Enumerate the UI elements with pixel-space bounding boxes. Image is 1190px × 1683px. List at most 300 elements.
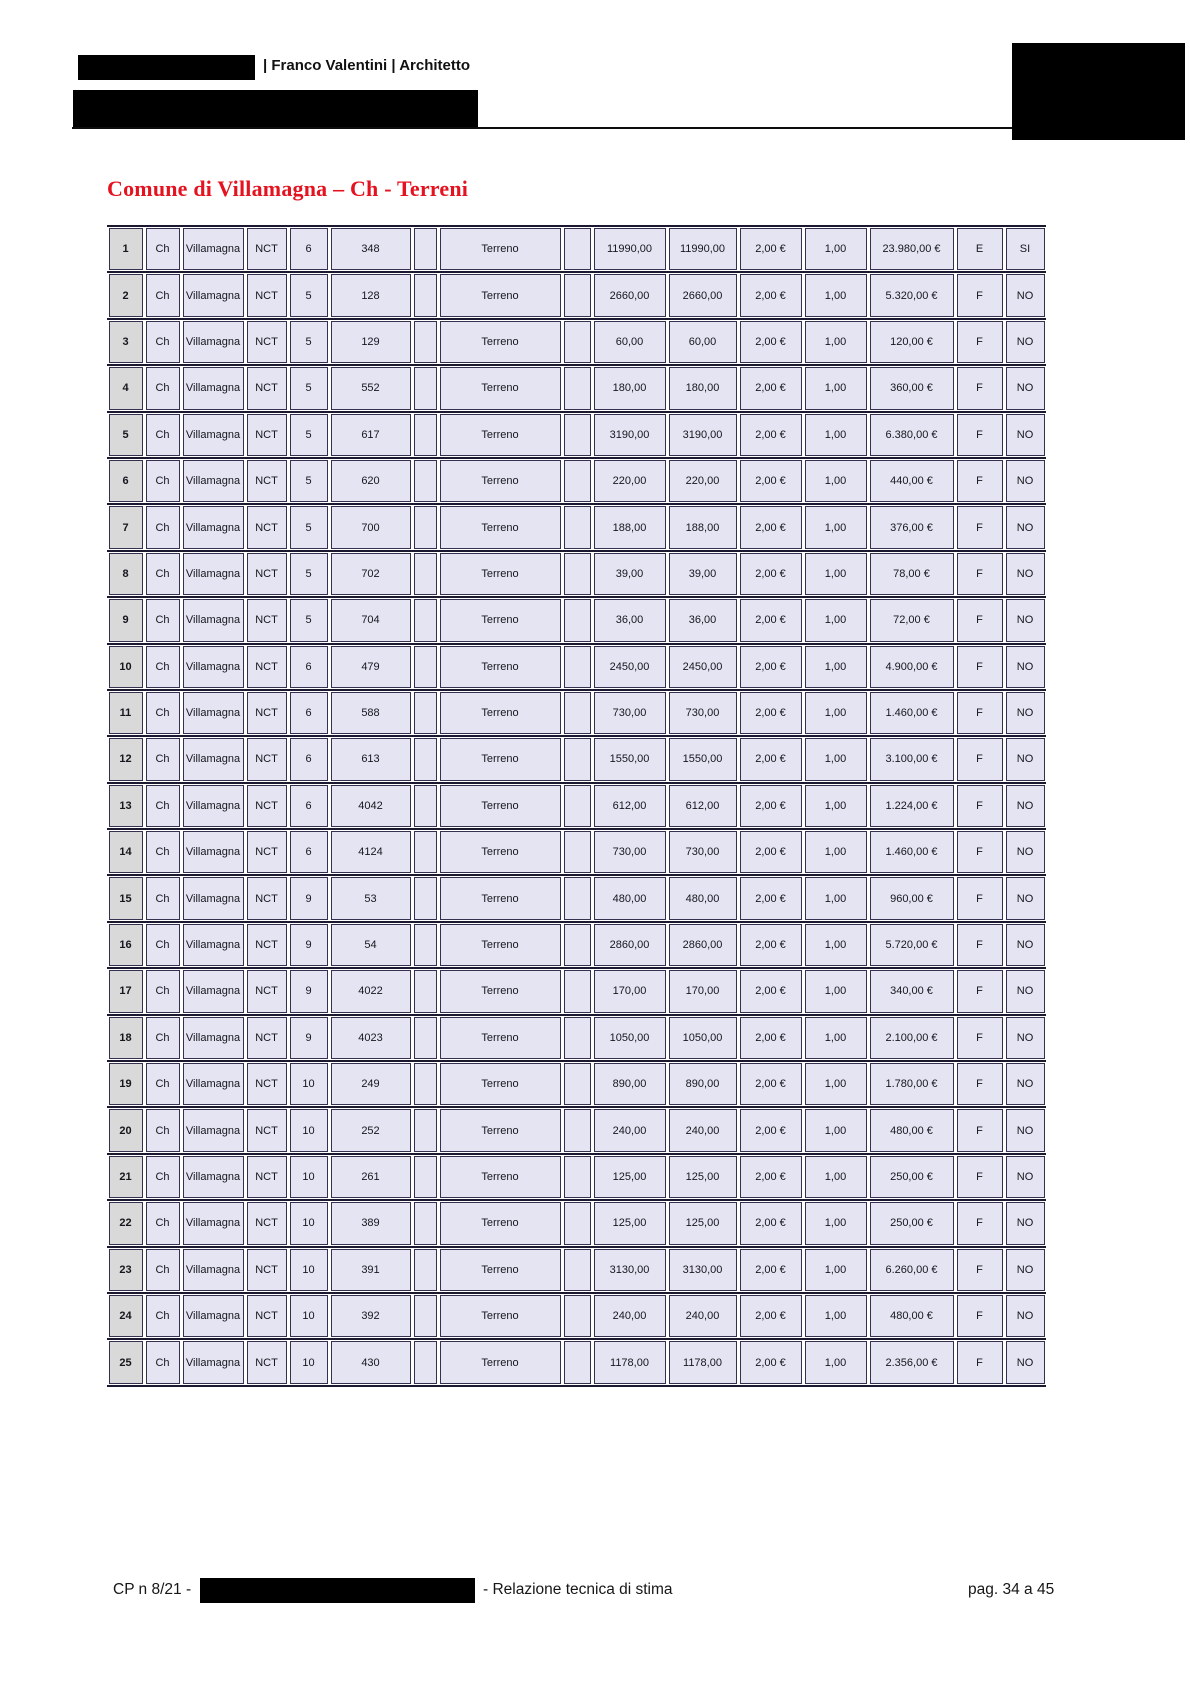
cell-particella: 261 <box>331 1156 411 1198</box>
cell-sezione: Ch <box>146 1341 180 1383</box>
table-row <box>107 1294 1046 1340</box>
cell-foglio: 5 <box>290 274 328 316</box>
cell-particella: 552 <box>331 367 411 409</box>
cell-catasto: NCT <box>247 553 287 595</box>
architect-name: | Franco Valentini | Architetto <box>263 57 471 74</box>
cell-spacer1 <box>414 460 437 502</box>
cell-superficie_2: 240,00 <box>669 1109 737 1151</box>
cell-qualita: Terreno <box>440 924 561 966</box>
cell-prezzo_unitario: 2,00 € <box>740 692 802 734</box>
cell-grado: F <box>957 970 1003 1012</box>
cell-spacer2 <box>564 1109 591 1151</box>
cell-catasto: NCT <box>247 274 287 316</box>
cell-comune: Villamagna <box>183 1249 244 1291</box>
cell-spacer1 <box>414 1156 437 1198</box>
cell-row_num: 10 <box>109 646 143 688</box>
cell-spacer1 <box>414 414 437 456</box>
cell-coefficiente: 1,00 <box>805 970 867 1012</box>
cell-occupato: NO <box>1006 1202 1045 1244</box>
cell-importo: 72,00 € <box>870 599 954 641</box>
cell-qualita: Terreno <box>440 1017 561 1059</box>
cell-qualita: Terreno <box>440 1109 561 1151</box>
cell-spacer1 <box>414 506 437 548</box>
cell-prezzo_unitario: 2,00 € <box>740 274 802 316</box>
cell-foglio: 9 <box>290 970 328 1012</box>
cell-spacer2 <box>564 831 591 873</box>
cell-spacer2 <box>564 970 591 1012</box>
cell-superficie: 39,00 <box>594 553 666 595</box>
cell-sezione: Ch <box>146 1249 180 1291</box>
cell-occupato: NO <box>1006 553 1045 595</box>
cell-coefficiente: 1,00 <box>805 553 867 595</box>
cell-particella: 704 <box>331 599 411 641</box>
cell-superficie_2: 730,00 <box>669 692 737 734</box>
cell-superficie: 2660,00 <box>594 274 666 316</box>
cell-comune: Villamagna <box>183 1295 244 1337</box>
cell-catasto: NCT <box>247 692 287 734</box>
cell-catasto: NCT <box>247 738 287 780</box>
parcels-table <box>107 225 1046 1387</box>
cell-particella: 128 <box>331 274 411 316</box>
cell-catasto: NCT <box>247 367 287 409</box>
cell-importo: 250,00 € <box>870 1156 954 1198</box>
cell-row_num: 13 <box>109 785 143 827</box>
cell-prezzo_unitario: 2,00 € <box>740 785 802 827</box>
cell-superficie: 220,00 <box>594 460 666 502</box>
cell-sezione: Ch <box>146 692 180 734</box>
cell-grado: E <box>957 228 1003 270</box>
cell-spacer1 <box>414 924 437 966</box>
cell-spacer1 <box>414 1109 437 1151</box>
cell-spacer1 <box>414 1249 437 1291</box>
cell-importo: 440,00 € <box>870 460 954 502</box>
table-row <box>107 552 1046 598</box>
cell-sezione: Ch <box>146 274 180 316</box>
cell-particella: 620 <box>331 460 411 502</box>
table-row <box>107 784 1046 830</box>
cell-comune: Villamagna <box>183 831 244 873</box>
cell-particella: 391 <box>331 1249 411 1291</box>
cell-qualita: Terreno <box>440 1202 561 1244</box>
cell-spacer2 <box>564 646 591 688</box>
cell-superficie_2: 36,00 <box>669 599 737 641</box>
cell-importo: 3.100,00 € <box>870 738 954 780</box>
cell-importo: 2.356,00 € <box>870 1341 954 1383</box>
table-row <box>107 413 1046 459</box>
cell-sezione: Ch <box>146 1109 180 1151</box>
cell-sezione: Ch <box>146 1156 180 1198</box>
cell-sezione: Ch <box>146 553 180 595</box>
cell-prezzo_unitario: 2,00 € <box>740 414 802 456</box>
cell-coefficiente: 1,00 <box>805 599 867 641</box>
cell-qualita: Terreno <box>440 692 561 734</box>
cell-spacer2 <box>564 553 591 595</box>
cell-row_num: 6 <box>109 460 143 502</box>
cell-row_num: 9 <box>109 599 143 641</box>
cell-foglio: 5 <box>290 321 328 363</box>
cell-comune: Villamagna <box>183 692 244 734</box>
cell-spacer1 <box>414 367 437 409</box>
cell-row_num: 14 <box>109 831 143 873</box>
cell-comune: Villamagna <box>183 924 244 966</box>
cell-importo: 6.380,00 € <box>870 414 954 456</box>
cell-superficie: 3130,00 <box>594 1249 666 1291</box>
cell-occupato: NO <box>1006 1156 1045 1198</box>
cell-occupato: NO <box>1006 924 1045 966</box>
cell-superficie_2: 2450,00 <box>669 646 737 688</box>
cell-superficie_2: 612,00 <box>669 785 737 827</box>
cell-coefficiente: 1,00 <box>805 274 867 316</box>
cell-superficie_2: 1178,00 <box>669 1341 737 1383</box>
cell-spacer2 <box>564 1156 591 1198</box>
cell-qualita: Terreno <box>440 1156 561 1198</box>
cell-foglio: 10 <box>290 1295 328 1337</box>
cell-occupato: NO <box>1006 785 1045 827</box>
cell-superficie_2: 480,00 <box>669 877 737 919</box>
table-row <box>107 1108 1046 1154</box>
cell-grado: F <box>957 738 1003 780</box>
cell-foglio: 6 <box>290 692 328 734</box>
cell-superficie: 480,00 <box>594 877 666 919</box>
cell-grado: F <box>957 1109 1003 1151</box>
cell-particella: 252 <box>331 1109 411 1151</box>
cell-spacer2 <box>564 599 591 641</box>
table-row <box>107 598 1046 644</box>
cell-grado: F <box>957 692 1003 734</box>
table-row <box>107 1016 1046 1062</box>
cell-sezione: Ch <box>146 924 180 966</box>
cell-sezione: Ch <box>146 1202 180 1244</box>
cell-foglio: 5 <box>290 367 328 409</box>
cell-grado: F <box>957 599 1003 641</box>
cell-foglio: 10 <box>290 1156 328 1198</box>
cell-foglio: 6 <box>290 228 328 270</box>
cell-spacer2 <box>564 1202 591 1244</box>
cell-catasto: NCT <box>247 599 287 641</box>
cell-spacer2 <box>564 924 591 966</box>
cell-catasto: NCT <box>247 414 287 456</box>
cell-superficie_2: 39,00 <box>669 553 737 595</box>
cell-sezione: Ch <box>146 877 180 919</box>
cell-row_num: 2 <box>109 274 143 316</box>
cell-grado: F <box>957 553 1003 595</box>
cell-superficie_2: 11990,00 <box>669 228 737 270</box>
cell-occupato: NO <box>1006 274 1045 316</box>
cell-superficie: 125,00 <box>594 1202 666 1244</box>
cell-superficie_2: 188,00 <box>669 506 737 548</box>
cell-occupato: NO <box>1006 1249 1045 1291</box>
cell-superficie: 60,00 <box>594 321 666 363</box>
cell-grado: F <box>957 1202 1003 1244</box>
table-row <box>107 691 1046 737</box>
cell-spacer2 <box>564 1295 591 1337</box>
cell-grado: F <box>957 1156 1003 1198</box>
table-row <box>107 273 1046 319</box>
cell-spacer2 <box>564 414 591 456</box>
table-row <box>107 320 1046 366</box>
cell-sezione: Ch <box>146 738 180 780</box>
cell-coefficiente: 1,00 <box>805 831 867 873</box>
cell-importo: 78,00 € <box>870 553 954 595</box>
cell-sezione: Ch <box>146 367 180 409</box>
cell-importo: 5.720,00 € <box>870 924 954 966</box>
cell-catasto: NCT <box>247 1341 287 1383</box>
cell-spacer2 <box>564 692 591 734</box>
cell-superficie: 730,00 <box>594 692 666 734</box>
cell-prezzo_unitario: 2,00 € <box>740 1063 802 1105</box>
cell-spacer2 <box>564 367 591 409</box>
cell-sezione: Ch <box>146 599 180 641</box>
cell-occupato: NO <box>1006 414 1045 456</box>
cell-occupato: NO <box>1006 738 1045 780</box>
cell-catasto: NCT <box>247 1063 287 1105</box>
cell-superficie_2: 240,00 <box>669 1295 737 1337</box>
cell-row_num: 19 <box>109 1063 143 1105</box>
cell-superficie: 730,00 <box>594 831 666 873</box>
cell-comune: Villamagna <box>183 1156 244 1198</box>
cell-particella: 389 <box>331 1202 411 1244</box>
table-row <box>107 505 1046 551</box>
cell-superficie: 170,00 <box>594 970 666 1012</box>
cell-qualita: Terreno <box>440 553 561 595</box>
page-title: Comune di Villamagna – Ch - Terreni <box>107 176 469 201</box>
cell-grado: F <box>957 1063 1003 1105</box>
cell-particella: 129 <box>331 321 411 363</box>
cell-coefficiente: 1,00 <box>805 1156 867 1198</box>
cell-prezzo_unitario: 2,00 € <box>740 1109 802 1151</box>
cell-superficie_2: 3130,00 <box>669 1249 737 1291</box>
table-row <box>107 459 1046 505</box>
cell-comune: Villamagna <box>183 1109 244 1151</box>
cell-grado: F <box>957 877 1003 919</box>
cell-superficie_2: 1050,00 <box>669 1017 737 1059</box>
cell-prezzo_unitario: 2,00 € <box>740 460 802 502</box>
cell-foglio: 6 <box>290 831 328 873</box>
cell-importo: 480,00 € <box>870 1295 954 1337</box>
cell-spacer2 <box>564 1249 591 1291</box>
cell-foglio: 10 <box>290 1341 328 1383</box>
cell-coefficiente: 1,00 <box>805 877 867 919</box>
cell-grado: F <box>957 1295 1003 1337</box>
cell-importo: 1.460,00 € <box>870 692 954 734</box>
cell-superficie_2: 1550,00 <box>669 738 737 780</box>
cell-coefficiente: 1,00 <box>805 924 867 966</box>
cell-superficie_2: 220,00 <box>669 460 737 502</box>
cell-occupato: NO <box>1006 321 1045 363</box>
cell-superficie_2: 2660,00 <box>669 274 737 316</box>
cell-spacer1 <box>414 228 437 270</box>
cell-importo: 5.320,00 € <box>870 274 954 316</box>
cell-occupato: NO <box>1006 1109 1045 1151</box>
cell-importo: 120,00 € <box>870 321 954 363</box>
cell-catasto: NCT <box>247 924 287 966</box>
cell-foglio: 10 <box>290 1202 328 1244</box>
table-row <box>107 366 1046 412</box>
cell-spacer2 <box>564 321 591 363</box>
cell-importo: 960,00 € <box>870 877 954 919</box>
cell-sezione: Ch <box>146 831 180 873</box>
cell-spacer1 <box>414 1341 437 1383</box>
cell-grado: F <box>957 785 1003 827</box>
table-row <box>107 1340 1046 1386</box>
cell-sezione: Ch <box>146 1295 180 1337</box>
cell-spacer2 <box>564 785 591 827</box>
cell-spacer2 <box>564 506 591 548</box>
cell-catasto: NCT <box>247 1295 287 1337</box>
cell-spacer1 <box>414 785 437 827</box>
cell-grado: F <box>957 274 1003 316</box>
cell-comune: Villamagna <box>183 460 244 502</box>
cell-importo: 4.900,00 € <box>870 646 954 688</box>
cell-qualita: Terreno <box>440 1341 561 1383</box>
table-row <box>107 1248 1046 1294</box>
footer-redaction <box>200 1578 475 1603</box>
cell-spacer1 <box>414 692 437 734</box>
cell-spacer1 <box>414 877 437 919</box>
table-row <box>107 737 1046 783</box>
cell-grado: F <box>957 1249 1003 1291</box>
cell-catasto: NCT <box>247 970 287 1012</box>
cell-particella: 617 <box>331 414 411 456</box>
cell-importo: 360,00 € <box>870 367 954 409</box>
cell-sezione: Ch <box>146 228 180 270</box>
cell-foglio: 5 <box>290 460 328 502</box>
cell-occupato: NO <box>1006 646 1045 688</box>
cell-spacer2 <box>564 460 591 502</box>
cell-foglio: 6 <box>290 646 328 688</box>
table-row <box>107 227 1046 273</box>
cell-prezzo_unitario: 2,00 € <box>740 646 802 688</box>
cell-catasto: NCT <box>247 460 287 502</box>
cell-foglio: 5 <box>290 506 328 548</box>
cell-qualita: Terreno <box>440 831 561 873</box>
table-row <box>107 830 1046 876</box>
cell-coefficiente: 1,00 <box>805 646 867 688</box>
cell-catasto: NCT <box>247 1202 287 1244</box>
cell-spacer1 <box>414 274 437 316</box>
cell-sezione: Ch <box>146 785 180 827</box>
cell-spacer2 <box>564 738 591 780</box>
cell-spacer1 <box>414 1295 437 1337</box>
cell-row_num: 23 <box>109 1249 143 1291</box>
cell-coefficiente: 1,00 <box>805 1202 867 1244</box>
cell-superficie_2: 730,00 <box>669 831 737 873</box>
cell-occupato: NO <box>1006 1341 1045 1383</box>
cell-prezzo_unitario: 2,00 € <box>740 1249 802 1291</box>
cell-catasto: NCT <box>247 877 287 919</box>
cell-particella: 4022 <box>331 970 411 1012</box>
cell-catasto: NCT <box>247 321 287 363</box>
cell-coefficiente: 1,00 <box>805 1341 867 1383</box>
cell-qualita: Terreno <box>440 274 561 316</box>
cell-occupato: NO <box>1006 692 1045 734</box>
cell-superficie: 1178,00 <box>594 1341 666 1383</box>
cell-row_num: 24 <box>109 1295 143 1337</box>
cell-superficie: 2450,00 <box>594 646 666 688</box>
cell-row_num: 11 <box>109 692 143 734</box>
cell-particella: 430 <box>331 1341 411 1383</box>
cell-grado: F <box>957 646 1003 688</box>
cell-row_num: 12 <box>109 738 143 780</box>
cell-prezzo_unitario: 2,00 € <box>740 1341 802 1383</box>
cell-comune: Villamagna <box>183 646 244 688</box>
cell-superficie_2: 125,00 <box>669 1202 737 1244</box>
cell-foglio: 6 <box>290 738 328 780</box>
cell-prezzo_unitario: 2,00 € <box>740 228 802 270</box>
cell-coefficiente: 1,00 <box>805 506 867 548</box>
table-row <box>107 1062 1046 1108</box>
cell-sezione: Ch <box>146 414 180 456</box>
cell-particella: 54 <box>331 924 411 966</box>
cell-qualita: Terreno <box>440 646 561 688</box>
cell-grado: F <box>957 1017 1003 1059</box>
cell-spacer1 <box>414 1063 437 1105</box>
cell-comune: Villamagna <box>183 274 244 316</box>
cell-prezzo_unitario: 2,00 € <box>740 321 802 363</box>
cell-grado: F <box>957 506 1003 548</box>
cell-qualita: Terreno <box>440 599 561 641</box>
cell-qualita: Terreno <box>440 877 561 919</box>
cell-prezzo_unitario: 2,00 € <box>740 924 802 966</box>
cell-coefficiente: 1,00 <box>805 1295 867 1337</box>
table-row <box>107 1201 1046 1247</box>
cell-foglio: 6 <box>290 785 328 827</box>
cell-superficie: 890,00 <box>594 1063 666 1105</box>
cell-superficie_2: 890,00 <box>669 1063 737 1105</box>
cell-grado: F <box>957 367 1003 409</box>
cell-spacer2 <box>564 877 591 919</box>
cell-row_num: 4 <box>109 367 143 409</box>
cell-particella: 4042 <box>331 785 411 827</box>
cell-foglio: 10 <box>290 1109 328 1151</box>
cell-occupato: NO <box>1006 970 1045 1012</box>
cell-occupato: NO <box>1006 506 1045 548</box>
cell-qualita: Terreno <box>440 1249 561 1291</box>
cell-foglio: 9 <box>290 1017 328 1059</box>
cell-particella: 249 <box>331 1063 411 1105</box>
cell-row_num: 5 <box>109 414 143 456</box>
cell-spacer2 <box>564 1063 591 1105</box>
cell-foglio: 10 <box>290 1249 328 1291</box>
cell-coefficiente: 1,00 <box>805 321 867 363</box>
cell-importo: 2.100,00 € <box>870 1017 954 1059</box>
cell-comune: Villamagna <box>183 1063 244 1105</box>
cell-occupato: NO <box>1006 1063 1045 1105</box>
cell-particella: 702 <box>331 553 411 595</box>
cell-spacer2 <box>564 274 591 316</box>
cell-spacer2 <box>564 1341 591 1383</box>
cell-superficie: 1550,00 <box>594 738 666 780</box>
cell-spacer1 <box>414 553 437 595</box>
cell-spacer2 <box>564 228 591 270</box>
cell-superficie_2: 125,00 <box>669 1156 737 1198</box>
cell-superficie_2: 60,00 <box>669 321 737 363</box>
cell-foglio: 5 <box>290 599 328 641</box>
cell-comune: Villamagna <box>183 321 244 363</box>
table-row <box>107 1155 1046 1201</box>
cell-particella: 4023 <box>331 1017 411 1059</box>
cell-comune: Villamagna <box>183 506 244 548</box>
cell-spacer1 <box>414 738 437 780</box>
cell-row_num: 1 <box>109 228 143 270</box>
cell-importo: 1.780,00 € <box>870 1063 954 1105</box>
cell-spacer1 <box>414 599 437 641</box>
cell-row_num: 15 <box>109 877 143 919</box>
cell-coefficiente: 1,00 <box>805 1249 867 1291</box>
cell-comune: Villamagna <box>183 738 244 780</box>
cell-comune: Villamagna <box>183 414 244 456</box>
cell-occupato: NO <box>1006 1017 1045 1059</box>
